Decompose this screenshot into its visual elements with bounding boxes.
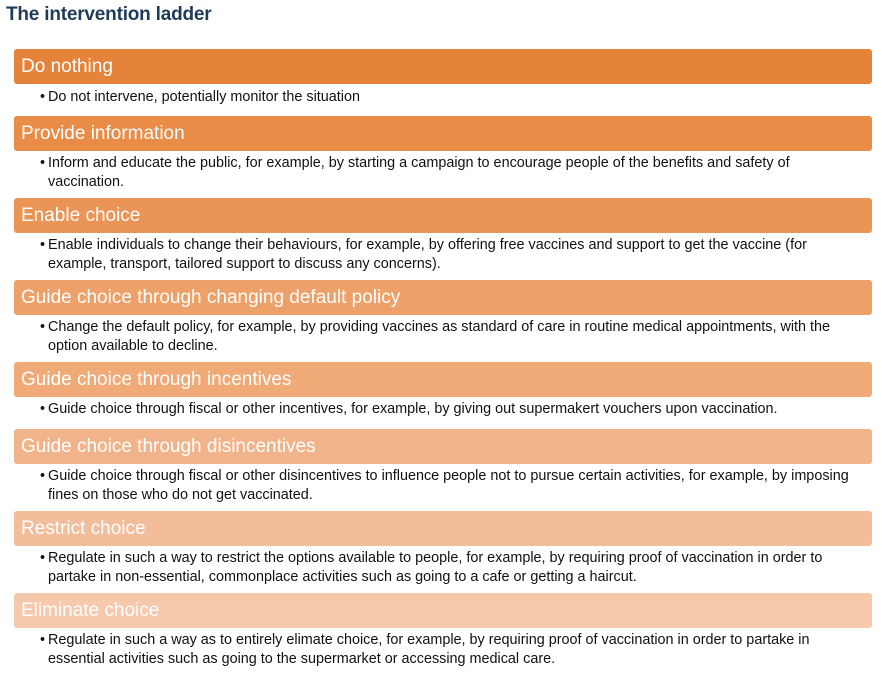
bullet: •: [40, 632, 46, 648]
step-header: Guide choice through changing default policy: [14, 280, 872, 315]
step-description: [14, 233, 872, 280]
ladder-step-do-nothing: [14, 49, 872, 116]
diagram-title: The intervention ladder: [6, 4, 212, 25]
ladder-step-incentives: [14, 362, 872, 429]
step-header: Restrict choice: [14, 511, 872, 546]
step-description-text: Guide choice through fiscal or other disincentives to influence people not to pursue certain activities, for example, by imposing fines on those who do not get vaccinated.: [48, 468, 849, 503]
ladder-step-disincentives: [14, 429, 872, 511]
step-description-text: Regulate in such a way to restrict the options available to people, for example, by requiring proof of vaccination in order to partake in non-essential, commonplace activities such as going to a cafe or getting a haircut.: [48, 550, 823, 585]
ladder-step-enable-choice: [14, 198, 872, 280]
step-header: Enable choice: [14, 198, 872, 233]
step-description-text: Inform and educate the public, for example, by starting a campaign to encourage people of the benefits and safety of vaccination.: [48, 155, 790, 190]
bullet: •: [40, 319, 46, 335]
step-description-text: Enable individuals to change their behaviours, for example, by offering free vaccines and support to get the vaccine (for example, transport, tailored support to discuss any concerns).: [48, 237, 807, 272]
step-description: [14, 151, 872, 198]
step-description-text: Change the default policy, for example, by providing vaccines as standard of care in routine medical appointments, with the option available to decline.: [48, 319, 831, 354]
step-description: [14, 397, 872, 429]
step-header: Guide choice through incentives: [14, 362, 872, 397]
ladder-step-provide-information: [14, 116, 872, 198]
bullet: •: [40, 237, 46, 253]
step-description-text: Regulate in such a way as to entirely elimate choice, for example, by requiring proof of vaccination in order to partake in essential activities such as going to the supermarket or accessing medical care.: [48, 632, 810, 667]
bullet: •: [40, 155, 46, 171]
bullet: •: [40, 468, 46, 484]
step-description: [14, 84, 872, 116]
step-description-text: Guide choice through fiscal or other incentives, for example, by giving out supermakert vouchers upon vaccination.: [48, 401, 778, 417]
ladder-step-default-policy: [14, 280, 872, 362]
step-header: Guide choice through disincentives: [14, 429, 872, 464]
step-description-text: Do not intervene, potentially monitor the situation: [48, 89, 360, 105]
step-description: [14, 546, 872, 593]
step-description: [14, 464, 872, 511]
intervention-ladder: [14, 49, 872, 675]
step-header: Provide information: [14, 116, 872, 151]
bullet: •: [40, 550, 46, 566]
step-header: Eliminate choice: [14, 593, 872, 628]
step-header: Do nothing: [14, 49, 872, 84]
bullet: •: [40, 89, 46, 105]
bullet: •: [40, 401, 46, 417]
ladder-step-eliminate-choice: [14, 593, 872, 675]
step-description: [14, 628, 872, 675]
step-description: [14, 315, 872, 362]
ladder-step-restrict-choice: [14, 511, 872, 593]
